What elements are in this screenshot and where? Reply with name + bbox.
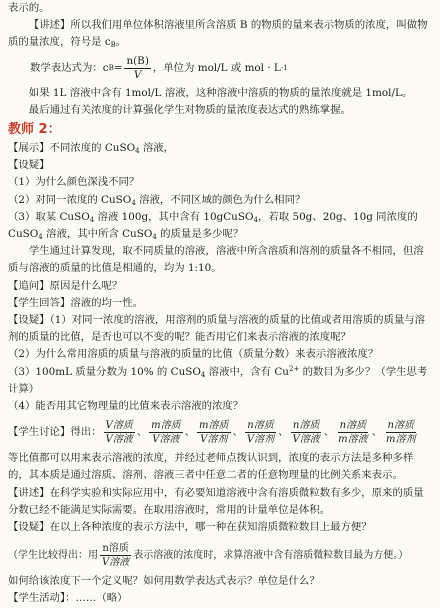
show-sub: 4 [135, 147, 140, 156]
q23-sub: 4 [200, 370, 206, 379]
fraction-4-den: V溶剂 [246, 434, 275, 446]
q3-b: 溶液 100g，其中含有 10gCuSO [94, 210, 254, 223]
setq-line: 【设疑】 [8, 159, 50, 172]
fraction-1-den: V溶液 [105, 434, 133, 446]
q2-text: （2）对同一浓度的 CuSO [8, 193, 132, 206]
show-line [8, 140, 432, 157]
explain-paragraph-2: 【讲述】在科学实验和实际应用中，有必要知道溶液中含有溶质微粒数有多少，原来的质量 [8, 486, 424, 499]
discussion-label: 【学生讨论】得出： [8, 426, 102, 439]
paragraph-last: 最后通过有关浓度的计算强化学生对物质的量浓度表达式的熟练掌握。 [28, 103, 351, 116]
q3-sub2: 4 [253, 215, 258, 224]
q3-c: ，若取 50g、20g、10g 同浓度的 CuSO [8, 210, 418, 241]
heading-teacher-2: 教师 2： [8, 122, 61, 138]
define-question: 如何给该浓度下一个定义呢？如何用数学表达式表示？单位是什么？ [8, 575, 320, 588]
q23-a: （3）100mL 质量分数为 10% 的 CuSO [8, 365, 201, 378]
fraction-2-den: V溶液 [152, 434, 180, 446]
explain1-end: 。 [115, 36, 127, 49]
discussion-fractions: 【学生讨论】得出： $\frac{\text{V溶质}}{\text{V溶液}}$ 、 $\frac{\text{m溶质}}{\text{V溶液}}$ 、 $\frac{\text{m溶质}}{\text{V溶剂}}$ 、 $\frac{\text{n溶质}}{\text{V溶剂}}$ 、 $\frac{\text{n溶质}}{\text{V溶液}}$ 、 $\frac{\text{n溶质}}{\text{m溶液}}$ 、 $\frac{\text{n溶质}}{\text{m溶剂}}$ [8, 420, 416, 446]
formula-eq: = [113, 61, 123, 74]
fraction-4-num: n溶质 [247, 420, 274, 432]
calc-paragraph: 学生通过计算发现，取不同质量的溶液，溶液中所含溶质和溶剂的质量各不相同，但溶质与溶液的质量的比值是相通的，均为 1:10。 [8, 245, 424, 275]
compare-fraction [100, 542, 131, 569]
top-line: 表示的。 [8, 2, 50, 14]
fraction-6 [336, 419, 369, 446]
explain1-sub: B [110, 41, 116, 50]
explain-paragraph-1 [8, 17, 432, 51]
fraction-1 [104, 419, 135, 446]
formula-lead: 数学表达式为：c [30, 61, 109, 74]
paragraph-if: 如果 1L 溶液中含有 1mol/L 溶液，这种溶液中溶质的物质的量浓度就是 1mol/L。 [28, 86, 413, 99]
fraction-5-den: V溶液 [292, 434, 320, 446]
q3-sub3: 4 [38, 233, 43, 242]
q2-sub: 4 [131, 198, 136, 207]
explain-paragraph-2b: 分数已经不能满足实际需要。在取用溶液时，常用的计量单位是体积。 [8, 503, 331, 516]
formula-numerator: n(B) [126, 54, 149, 67]
ask-reason: 【追问】原因是什么呢？ [8, 279, 123, 292]
fraction-6-num: n溶质 [339, 420, 367, 432]
fraction-7-den: m溶剂 [386, 434, 416, 446]
q3-sub4: 4 [152, 233, 157, 242]
fraction-1-num: V溶质 [105, 420, 133, 432]
q3-a: （3）取某 CuSO [8, 210, 90, 223]
question-2-2: （2）为什么常用溶质的质量与溶液的质量的比值（质量分数）来表示溶液浓度？ [8, 348, 379, 361]
fraction-3-num: m溶质 [199, 420, 229, 432]
show-tail: 溶液， [139, 142, 175, 155]
q23-sup: 2+ [288, 364, 300, 373]
question-1: （1）为什么颜色深浅不同？ [8, 176, 140, 189]
fraction-5-num: n溶质 [292, 420, 320, 432]
question-2-4: （4）能否用其它物理量的比值来表示溶液的浓度？ [8, 400, 244, 413]
fraction-4 [245, 419, 276, 446]
q23-c: 的数目为多少？（学生思考计算） [8, 365, 428, 395]
concentration-formula: 数学表达式为：c B = $\frac{n(B)}{V}$ ，单位为 mol/L 或 mol · L -1 [30, 54, 288, 81]
q3-e: 的质量是多少呢？ [156, 228, 244, 241]
student-activity: 【学生活动】：……（略） [8, 592, 128, 605]
comparison-line [8, 542, 432, 569]
compare-den: V溶液 [102, 557, 130, 569]
q2-tail: 溶液，不同区域的颜色为什么相同？ [135, 193, 306, 206]
equal-paragraph: 等比值都可以用来表示溶液的浓度，并经过老师点拨认识到，浓度的表示方法是多种多样的，其本质是通过溶质、溶剂、溶液三者中任意二者的任意物理量的比例关系来表示。 [8, 452, 414, 482]
fraction-7-num: n溶质 [387, 420, 414, 432]
question-2-3 [8, 364, 432, 398]
explain1-text: 【讲述】所以我们用单位体积溶液里所含溶质 B 的物质的量来表示物质的浓度，叫做物质的量浓度，符号是 c [8, 19, 428, 49]
compare-tail: 表示溶液的浓度时，求算溶液中含有溶质微粒数目最为方便。） [133, 550, 409, 562]
q23-b: 溶液中，含有 Cu [205, 365, 289, 378]
compare-num: n溶质 [102, 543, 129, 555]
formula-denominator: V [133, 68, 142, 81]
fraction-3 [197, 419, 230, 446]
show-text: 【展示】不同浓度的 CuSO [8, 142, 136, 155]
q3-d: 溶液，其中所含 CuSO [42, 228, 153, 241]
question-3 [8, 209, 432, 243]
fraction-3-den: V溶剂 [200, 434, 228, 446]
fraction-7 [384, 419, 417, 446]
fraction-6-den: m溶液 [338, 434, 368, 446]
formula-unit: ，单位为 mol/L 或 mol · L [152, 61, 281, 74]
fraction-2-num: m溶质 [151, 420, 181, 432]
formula-fraction [124, 55, 150, 82]
setq2-paragraph: 【设疑】（1）对同一浓度的溶液，用溶剂的质量与溶液的质量的比值或者用溶质的质量与溶剂的质量的比值，是否也可以不变的呢？能否用它们来表示溶液的浓度呢？ [8, 314, 426, 344]
q3-sub1: 4 [89, 215, 95, 224]
question-2 [8, 192, 432, 209]
student-answer: 【学生回答】溶液的均一性。 [8, 296, 144, 309]
fraction-5 [291, 419, 322, 446]
fraction-2 [149, 419, 182, 446]
compare-lead: （学生比较得出：用 [8, 550, 98, 562]
setq3-paragraph: 【设疑】在以上各种浓度的表示方法中，哪一种在获知溶质微粒数目上最方便？ [8, 521, 372, 534]
